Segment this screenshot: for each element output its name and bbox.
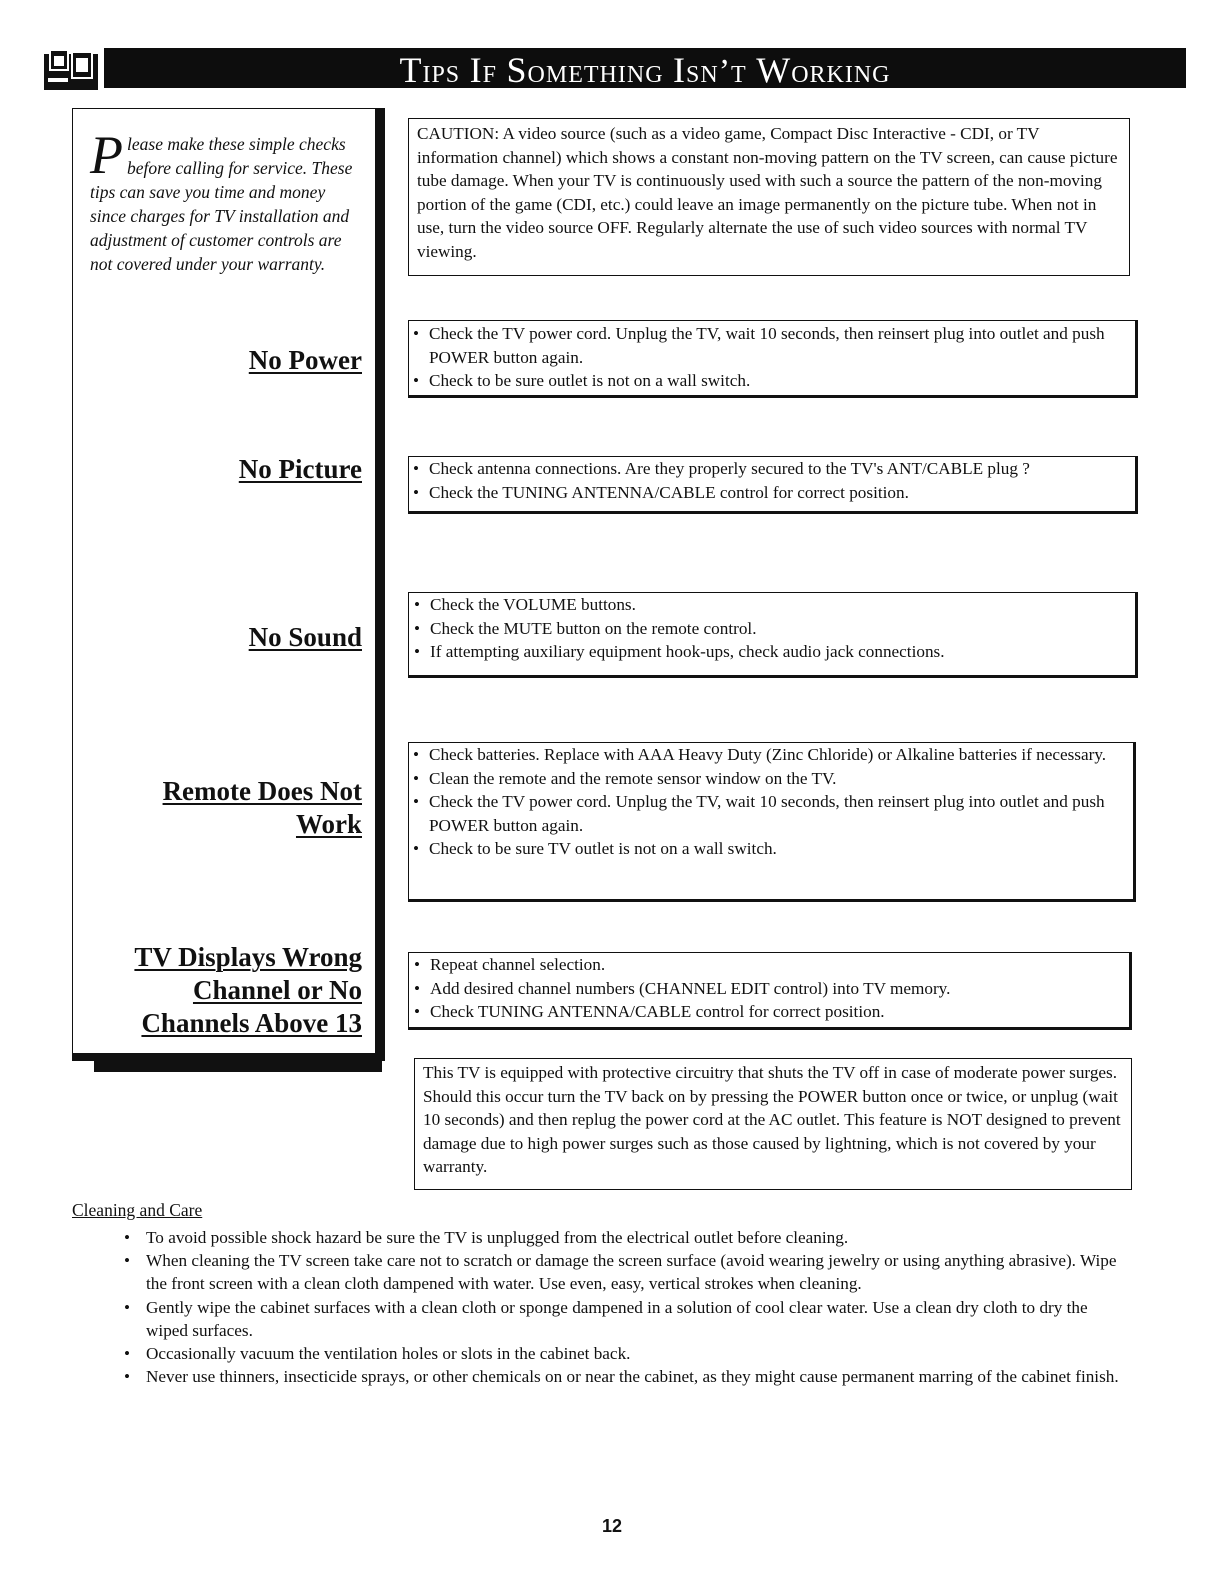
cleaning-heading: Cleaning and Care — [72, 1200, 203, 1220]
page-title: Tips If Something Isn’t Working — [399, 49, 891, 90]
list-item: • Check TUNING ANTENNA/CABLE control for correct position. — [414, 1002, 885, 1022]
list-item: • Clean the remote and the remote sensor window on the TV. — [413, 768, 837, 788]
page-number: 12 — [601, 1516, 623, 1536]
header-bar — [104, 48, 1186, 88]
tv-set-icon — [44, 48, 98, 90]
caution-box — [408, 118, 1130, 276]
list-item: • Check the MUTE button on the remote control. — [414, 618, 757, 638]
list-item: • When cleaning the TV screen take care not to scratch or damage the screen surface (avoid wearing jewelry or using anything abrasive). Wipe the front screen with a clean cloth dampened with water. Use even, easy, vertical strokes when cleaning. — [124, 1251, 1117, 1294]
list-item: • Check the VOLUME buttons. — [414, 595, 636, 614]
list-item: • Check the TV power cord. Unplug the TV, wait 10 seconds, then reinsert plug into outlet and push POWER button again. — [413, 792, 1105, 835]
list-item: • Check batteries. Replace with AAA Heavy Duty (Zinc Chloride) or Alkaline batteries if necessary. — [413, 745, 1107, 764]
tips-box-no-picture — [408, 456, 1138, 514]
list-item: • Check to be sure outlet is not on a wall switch. — [413, 371, 751, 391]
section-title-no-picture: No Picture — [238, 454, 362, 484]
intro-body: lease make these simple checks before calling for service. These tips can save you time and money since charges for TV installation and adjustment of customer controls are not covered under your warranty. — [90, 134, 353, 274]
list-item: • Gently wipe the cabinet surfaces with a clean cloth or sponge dampened in a solution of cool clear water. Use a clean dry cloth to dry the wiped surfaces. — [124, 1297, 1088, 1340]
list-item: • If attempting auxiliary equipment hook-ups, check audio jack connections. — [414, 642, 945, 662]
list-item: • Check to be sure TV outlet is not on a wall switch. — [413, 839, 777, 859]
list-item: • Check the TV power cord. Unplug the TV, wait 10 seconds, then reinsert plug into outlet and push POWER button again. — [413, 324, 1105, 367]
left-panel-shadow — [94, 1060, 382, 1072]
cleaning-list — [122, 1226, 1132, 1388]
list-item: • Repeat channel selection. — [414, 955, 606, 974]
tips-box-no-power — [408, 320, 1138, 398]
section-title-no-power: No Power — [248, 345, 362, 375]
intro-text — [90, 125, 364, 276]
list-item: • Occasionally vacuum the ventilation holes or slots in the cabinet back. — [124, 1344, 631, 1364]
list-item: • To avoid possible shock hazard be sure the TV is unplugged from the electrical outlet before cleaning. — [124, 1228, 849, 1247]
list-item: • Never use thinners, insecticide sprays, or other chemicals on or near the cabinet, as they might cause permanent marring of the cabinet finish. — [124, 1367, 1119, 1387]
caution-text: CAUTION: A video source (such as a video game, Compact Disc Interactive - CDI, or TV information channel) which shows a constant non-moving pattern on the TV screen, can cause picture tube damage. When your TV is continuously used with such a source the pattern of the non-moving portion of the game (CDI, etc.) could leave an image permanently on the picture tube. When not in use, turn the video source OFF. Regularly alternate the use of such video sources with normal TV viewing. — [417, 124, 1118, 261]
intro-dropcap: P — [90, 125, 123, 185]
section-title-wrong-channel: TV Displays Wrong Channel or No Channels Above 13 — [134, 942, 362, 1038]
tips-box-remote — [408, 742, 1136, 902]
section-title-remote: Remote Does Not Work — [162, 776, 362, 839]
list-item: • Check antenna connections. Are they properly secured to the TV's ANT/CABLE plug ? — [413, 459, 1030, 478]
protective-note-box — [414, 1058, 1132, 1190]
list-item: • Add desired channel numbers (CHANNEL EDIT control) into TV memory. — [414, 978, 951, 998]
protective-note-text: This TV is equipped with protective circuitry that shuts the TV off in case of moderate power surges. Should this occur turn the TV back on by pressing the POWER button once or twice, or unplug (wait 10 seconds) and then replug the power cord at the AC outlet. This feature is NOT designed to prevent damage due to high power surges such as those caused by lightning, which is not covered by your warranty. — [423, 1063, 1121, 1177]
tips-box-no-sound — [408, 592, 1138, 678]
list-item: • Check the TUNING ANTENNA/CABLE control for correct position. — [413, 482, 909, 502]
tips-box-wrong-channel — [408, 952, 1132, 1030]
section-title-no-sound: No Sound — [248, 622, 362, 652]
